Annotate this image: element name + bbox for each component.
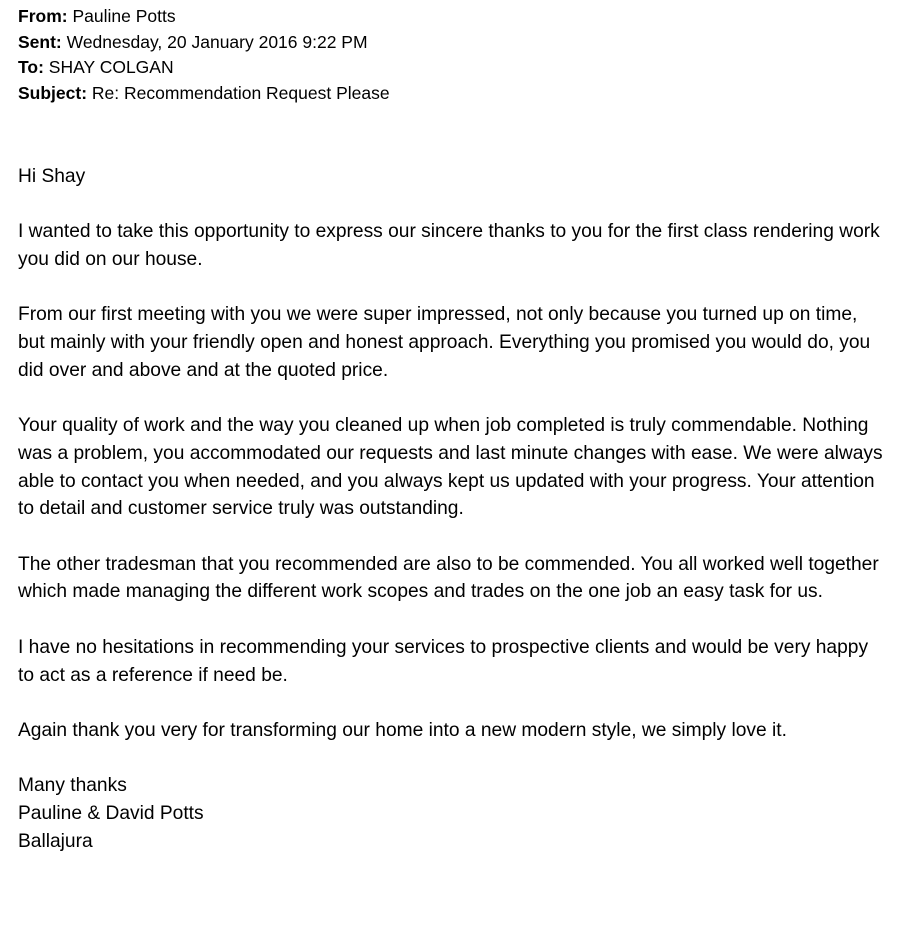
sent-value: Wednesday, 20 January 2016 9:22 PM <box>66 31 368 52</box>
email-header <box>18 4 888 106</box>
signoff <box>18 772 888 855</box>
subject-line <box>18 81 888 107</box>
to-label: To: <box>18 57 44 77</box>
email-message <box>18 4 888 855</box>
to-line <box>18 55 888 81</box>
body-paragraph: I wanted to take this opportunity to express our sincere thanks to you for the first class rendering work you did on our house. <box>18 221 880 271</box>
subject-value: Re: Recommendation Request Please <box>91 82 390 103</box>
greeting: Hi Shay <box>18 166 86 187</box>
from-value: Pauline Potts <box>72 6 176 26</box>
closing: Many thanks <box>18 775 127 797</box>
body-paragraph: The other tradesman that you recommended are also to be commended. You all worked well together which made managing the different work scopes and trades on the one job an easy task for us. <box>18 553 879 603</box>
subject-label: Subject: <box>18 82 88 103</box>
body-paragraph: Your quality of work and the way you cleaned up when job completed is truly commendable. Nothing was a problem, you accommodated our requests and last minute changes with ease. We were always able to contact you when needed, and you always kept us updated with your progress. Your attention to detail and customer service truly was outstanding. <box>18 415 883 520</box>
sent-label: Sent: <box>18 31 62 52</box>
body-paragraph: Again thank you very for transforming our home into a new modern style, we simply love it. <box>18 719 787 741</box>
to-value: SHAY COLGAN <box>48 57 174 77</box>
from-label: From: <box>18 6 68 26</box>
signature-location: Ballajura <box>18 830 93 852</box>
body-paragraph: From our first meeting with you we were super impressed, not only because you turned up on time, but mainly with your friendly open and honest approach. Everything you promised you would do, you did over and above and at the quoted price. <box>18 304 871 381</box>
from-line <box>18 4 888 30</box>
email-body <box>18 163 888 745</box>
body-paragraph: I have no hesitations in recommending your services to prospective clients and would be very happy to act as a reference if need be. <box>18 636 869 686</box>
signature-names: Pauline & David Potts <box>18 803 204 825</box>
sent-line <box>18 30 888 56</box>
